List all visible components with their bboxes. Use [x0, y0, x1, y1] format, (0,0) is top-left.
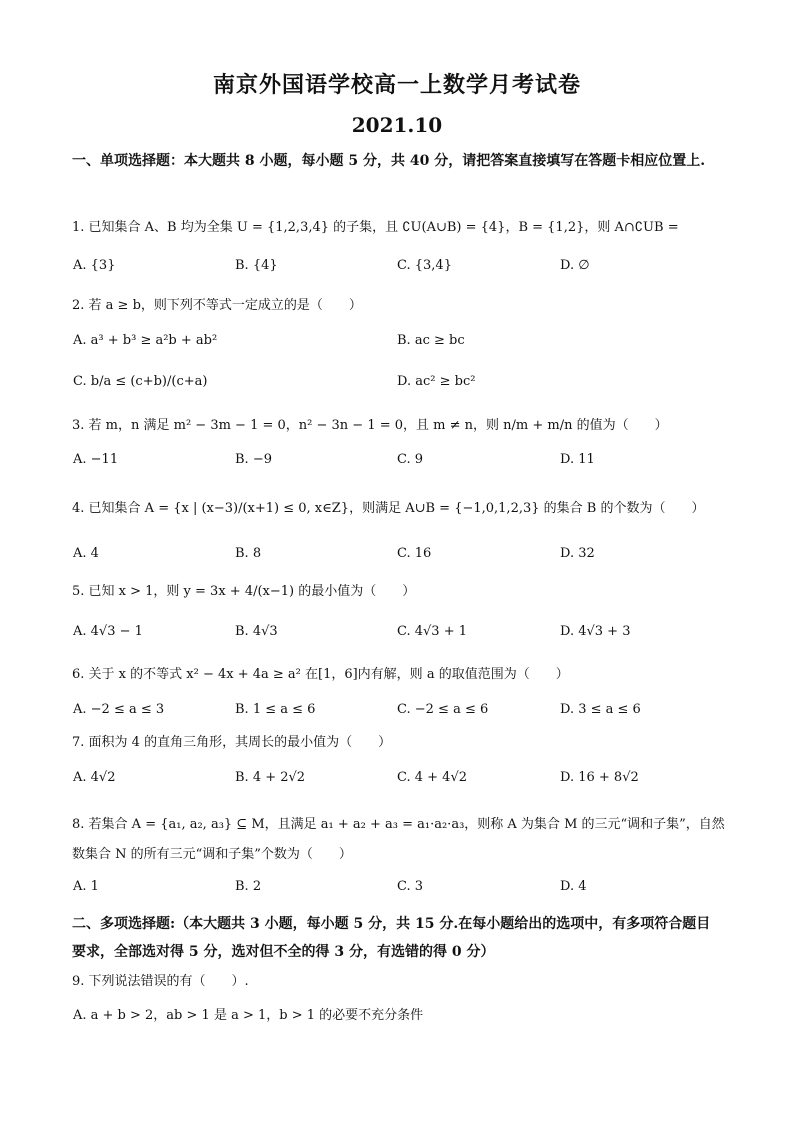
question-7: 7. 面积为 4 的直角三角形，其周长的最小值为（ ） [72, 735, 392, 750]
q6-option-c: C. −2 ≤ a ≤ 6 [397, 702, 489, 717]
q3-option-a: A. −11 [73, 452, 119, 467]
q8-option-c: C. 3 [397, 879, 424, 894]
section-1-heading: 一、单项选择题：本大题共 8 小题，每小题 5 分，共 40 分，请把答案直接填写在答题卡相应位置上. [72, 153, 706, 169]
question-8: 8. 若集合 A = {a₁, a₂, a₃} ⊆ M，且满足 a₁ + a₂ + a₃ = a₁·a₂·a₃，则称 A 为集合 M 的三元“调和子集”，自然数集合 N 的所有三元“调和子集”个数为（ ） [72, 817, 725, 862]
q1-option-c: C. {3,4} [397, 258, 452, 273]
q2-option-c: C. b/a ≤ (c+b)/(c+a) [73, 374, 208, 389]
q6-option-a: A. −2 ≤ a ≤ 3 [73, 702, 165, 717]
q4-option-d: D. 32 [560, 546, 595, 561]
q5-option-c: C. 4√3 + 1 [397, 624, 468, 639]
section-2-heading: 二、多项选择题:（本大题共 3 小题，每小题 5 分，共 15 分.在每小题给出的选项中，有多项符合题目要求，全部选对得 5 分，选对但不全的得 3 分，有选错的得 0 分） [72, 916, 711, 960]
q4-option-b: B. 8 [235, 546, 262, 561]
q3-option-b: B. −9 [235, 452, 272, 467]
q2-option-a: A. a³ + b³ ≥ a²b + ab² [73, 333, 218, 348]
q4-option-c: C. 16 [397, 546, 432, 561]
q8-option-b: B. 2 [235, 879, 262, 894]
question-6: 6. 关于 x 的不等式 x² − 4x + 4a ≥ a² 在[1，6]内有解，则 a 的取值范围为（ ） [72, 667, 569, 682]
q7-option-d: D. 16 + 8√2 [560, 770, 639, 785]
question-4: 4. 已知集合 A = {x | (x−3)/(x+1) ≤ 0, x∈Z}，则满足 A∪B = {−1,0,1,2,3} 的集合 B 的个数为（ ） [72, 501, 705, 516]
q1-option-d: D. ∅ [560, 258, 590, 273]
q7-option-b: B. 4 + 2√2 [235, 770, 306, 785]
q7-option-c: C. 4 + 4√2 [397, 770, 468, 785]
q1-option-b: B. {4} [235, 258, 278, 273]
q5-option-b: B. 4√3 [235, 624, 278, 639]
q8-option-d: D. 4 [560, 879, 587, 894]
q1-option-a: A. {3} [73, 258, 116, 273]
q9-option-a: A. a + b > 2，ab > 1 是 a > 1，b > 1 的必要不充分条件 [73, 1008, 424, 1023]
q5-option-a: A. 4√3 − 1 [73, 624, 143, 639]
question-3: 3. 若 m，n 满足 m² − 3m − 1 = 0，n² − 3n − 1 = 0，且 m ≠ n，则 n/m + m/n 的值为（ ） [72, 418, 668, 433]
question-1: 1. 已知集合 A、B 均为全集 U = {1,2,3,4} 的子集，且 ∁U(A∪B) = {4}，B = {1,2}，则 A∩∁UB = [72, 220, 679, 235]
page-title: 南京外国语学校高一上数学月考试卷 [212, 72, 581, 98]
q8-option-a: A. 1 [73, 879, 99, 894]
exam-date: 2021.10 [351, 113, 443, 137]
q7-option-a: A. 4√2 [73, 770, 116, 785]
q4-option-a: A. 4 [73, 546, 99, 561]
q3-option-c: C. 9 [397, 452, 424, 467]
q2-option-b: B. ac ≥ bc [397, 333, 465, 348]
q2-option-d: D. ac² ≥ bc² [397, 374, 476, 389]
q3-option-d: D. 11 [560, 452, 595, 467]
q5-option-d: D. 4√3 + 3 [560, 624, 631, 639]
question-9: 9. 下列说法错误的有（ ）. [72, 974, 249, 989]
q6-option-b: B. 1 ≤ a ≤ 6 [235, 702, 316, 717]
question-5: 5. 已知 x > 1，则 y = 3x + 4/(x−1) 的最小值为（ ） [72, 584, 416, 599]
q6-option-d: D. 3 ≤ a ≤ 6 [560, 702, 641, 717]
question-2: 2. 若 a ≥ b，则下列不等式一定成立的是（ ） [72, 298, 362, 313]
